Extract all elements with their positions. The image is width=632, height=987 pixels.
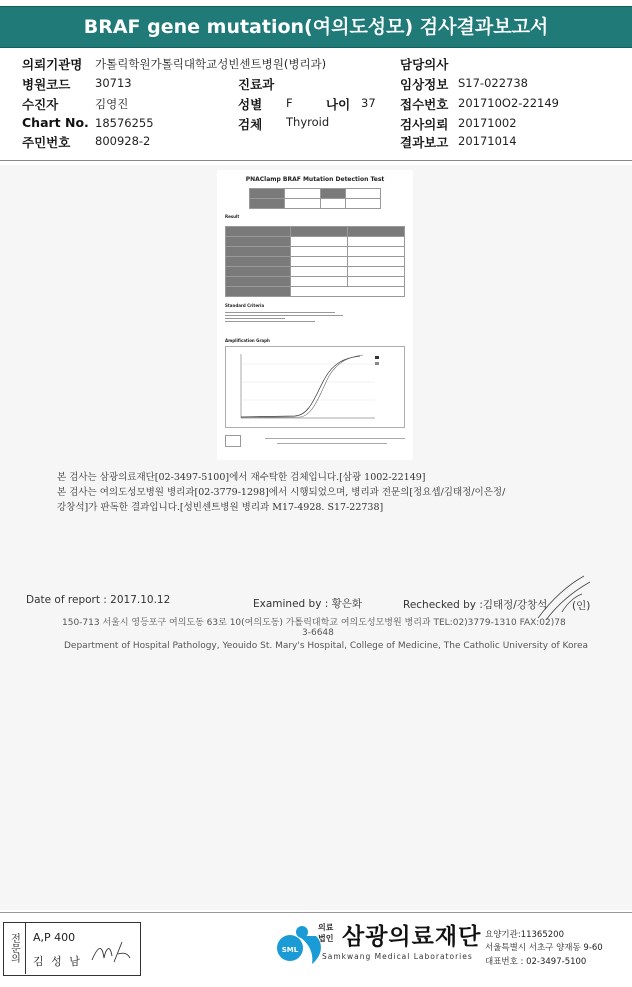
org-prefix-top: 의료 xyxy=(318,923,334,932)
specimen-label: 검체 xyxy=(238,117,263,132)
stamp-side-text: 전문의 xyxy=(8,933,20,963)
footer-divider xyxy=(0,912,632,913)
chart-label: Chart No. xyxy=(22,115,89,130)
sex-value: F xyxy=(286,96,293,110)
rechecked-by: Rechecked by :김태정/강창석 xyxy=(403,599,548,611)
sml-logo-text: SML xyxy=(281,946,299,954)
report-title: BRAF gene mutation(여의도성모) 검사결과보고서 xyxy=(0,6,632,48)
note-line-2: 본 검사는 여의도성모병원 병리과[02-3779-1298]에서 시행되었으며, 병리과 전문의[정요셉/김태정/이은정/ xyxy=(57,487,506,498)
dept-label: 진료과 xyxy=(238,77,275,92)
criteria-text-lines xyxy=(225,310,345,328)
note-line-3: 강창석]가 판독한 결과입니다.[성빈센트병원 병리과 M17-4928. S17-22738] xyxy=(57,502,384,513)
receipt-label: 접수번호 xyxy=(400,97,449,112)
patient-value: 김영진 xyxy=(95,97,129,111)
request-label: 검사의뢰 xyxy=(400,117,449,132)
standard-criteria-header: Standard Criteria xyxy=(225,303,265,308)
footer-text-line xyxy=(277,443,387,444)
age-value: 37 xyxy=(361,96,376,110)
embedded-report xyxy=(217,170,413,460)
sex-label: 성별 xyxy=(238,97,263,112)
doctor-label: 담당의사 xyxy=(400,57,449,72)
seal-mark: (인) xyxy=(572,600,591,612)
embedded-report-title: PNAClamp BRAF Mutation Detection Test xyxy=(245,176,385,183)
note-line-1: 본 검사는 삼광의료재단[02-3497-5100]에서 재수탁한 검체입니다.[삼광 1002-22149] xyxy=(57,472,426,483)
institution-value: 가톨릭학원가톨릭대학교성빈센트병원(병리과) xyxy=(95,57,327,71)
result-header: Result xyxy=(225,214,240,219)
footer-text-line xyxy=(265,438,405,439)
org-code: 요양기관:11365200 xyxy=(485,930,564,940)
org-subtitle: Samkwang Medical Laboratories xyxy=(322,952,473,961)
resident-value: 800928-2 xyxy=(95,134,151,148)
result-table xyxy=(225,226,405,297)
address-line-1: 150-713 서울시 영등포구 여의도동 63로 10(여의도동) 가톨릭대학교 여의도성모병원 병리과 TEL:02)3779-1310 FAX:02)78 xyxy=(62,618,566,628)
chart-value: 18576255 xyxy=(95,116,154,130)
examined-by: Examined by : 황은화 xyxy=(253,598,363,610)
institution-label: 의뢰기관명 xyxy=(22,57,83,72)
org-name: 삼광의료재단 xyxy=(342,924,482,950)
request-value: 20171002 xyxy=(458,116,517,130)
stamp-signature xyxy=(88,938,132,968)
age-label: 나이 xyxy=(326,97,351,112)
footer-logo-mark xyxy=(225,435,241,447)
org-prefix-bottom: 법인 xyxy=(318,934,334,943)
specimen-value: Thyroid xyxy=(286,115,330,129)
org-prefix xyxy=(318,922,333,944)
clinical-label: 임상정보 xyxy=(400,77,449,92)
address-line-3: Department of Hospital Pathology, Yeouido St. Mary's Hospital, College of Medicine, The Catholic University of Korea xyxy=(64,641,589,651)
hospital-code-label: 병원코드 xyxy=(22,77,71,92)
graph-header: Amplification Graph xyxy=(225,338,270,343)
amplification-graph xyxy=(225,346,405,428)
receipt-value: 201710O2-22149 xyxy=(458,96,560,110)
result-label: 결과보고 xyxy=(400,135,449,150)
stamp-line-2: 김 성 남 xyxy=(33,955,82,968)
info-table xyxy=(249,188,381,209)
stamp-line-1: A,P 400 xyxy=(33,931,76,944)
hospital-code-value: 30713 xyxy=(95,76,132,90)
org-phone: 대표번호 : 02-3497-5100 xyxy=(485,957,587,967)
result-value: 20171014 xyxy=(458,134,517,148)
org-address: 서울특별시 서초구 양재동 9-60 xyxy=(485,943,603,953)
header-divider xyxy=(0,160,632,161)
clinical-value: S17-022738 xyxy=(458,76,528,90)
title-bar xyxy=(0,0,632,52)
patient-label: 수진자 xyxy=(22,97,59,112)
report-date: Date of report : 2017.10.12 xyxy=(26,594,171,606)
address-line-2: 3-6648 xyxy=(302,628,334,638)
resident-label: 주민번호 xyxy=(22,135,71,150)
stamp-side-label xyxy=(3,922,26,974)
